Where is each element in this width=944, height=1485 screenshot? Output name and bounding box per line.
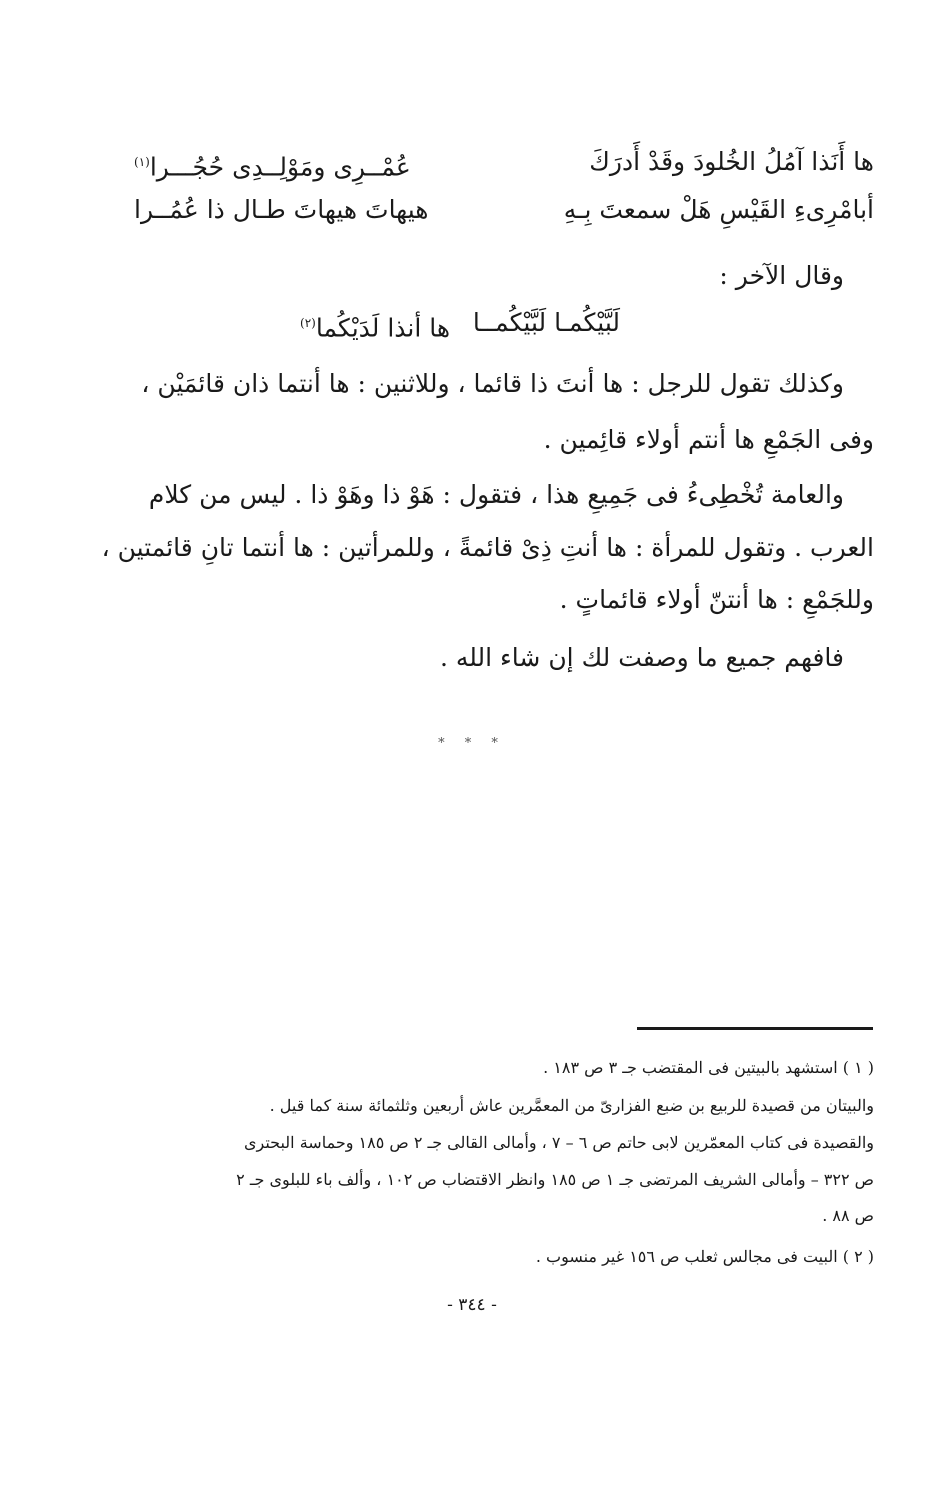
poem-verse-2 (134, 190, 874, 230)
para-2-line-2: العرب . وتقول للمرأة : ها أنتِ ذِىْ قائمةً ، وللمرأتين : ها أنتما تانِ قائمتين ، (101, 533, 874, 562)
verse-1-left-text: عُمْــرِى ومَوْلِــدِى حُجُـــرا (149, 152, 411, 182)
para-2-line-1: والعامة تُخْطِىءُ فى جَمِيعِ هذا ، فتقول : هَوْ ذا وهَوْ ذا . ليس من كلام (148, 480, 844, 509)
footnote-rule (637, 1027, 873, 1030)
para-1-line-1: وكذلك تقول للرجل : ها أنتَ ذا قائما ، وللاثنين : ها أنتما ذان قائمَيْن ، (141, 369, 844, 398)
para-3: فافهم جميع ما وصفت لك إن شاء الله . (439, 643, 844, 672)
verse-2-left-hemistich: هيهاتَ هيهاتَ طـال ذا عُمُــرا (134, 195, 429, 224)
footnote-1-line-2: والبيتان من قصيدة للربيع بن ضبع الفزارىّ من المعمَّرين عاش أربعين وثلثمائة سنة كما قيل . (269, 1096, 874, 1115)
verse-1-right-hemistich: ها أَنَذا آمُلُ الخُلودَ وقَدْ أَدرَكَ (589, 147, 874, 176)
para-1-line-2: وفى الجَمْعِ ها أنتم أولاء قائِمين . (543, 425, 874, 454)
section-separator: * * * (438, 736, 506, 751)
footnote-2-line-1: ( ٢ ) البيت فى مجالس ثعلب ص ١٥٦ غير منسوب . (535, 1247, 874, 1266)
footnote-1-line-4: ص ٣٢٢ – وأمالى الشريف المرتضى جـ ١ ص ١٨٥ وانظر الاقتضاب ص ١٠٢ ، وألف باء للبلوى جـ ٢ (236, 1170, 874, 1189)
verse-3-left-text: ها أنذا لَدَيْكُما (315, 313, 451, 343)
poem-verse-1 (134, 142, 874, 187)
verse-1-left-hemistich (134, 142, 411, 187)
para-2-line-3: وللجَمْعِ : ها أنتنّ أولاء قائماتٍ . (559, 585, 874, 614)
footnote-ref-2: (٢) (300, 316, 316, 330)
footnote-1-line-3: والقصيدة فى كتاب المعمّرين لابى حاتم ص ٦ – ٧ ، وأمالى القالى جـ ٢ ص ١٨٥ وحماسة البحترى (243, 1133, 874, 1152)
poem-verse-3 (300, 303, 620, 348)
footnote-ref-1: (١) (134, 155, 150, 169)
verse-2-right-hemistich: أبامْرِىءِ القَيْسِ هَلْ سمعتَ بِـهِ (563, 195, 874, 224)
footnote-1-line-1: ( ١ ) استشهد بالبيتين فى المقتضب جـ ٣ ص ١٨٣ . (543, 1058, 874, 1077)
page-number: - ٣٤٤ - (447, 1295, 497, 1315)
verse-3-left-hemistich (300, 303, 450, 348)
verse-3-right-hemistich: لَبَّيْكُمـا لَبَّيْكُمــا (472, 308, 620, 337)
intro-other-poet: وقال الآخر : (719, 261, 844, 290)
footnote-1-line-5: ص ٨٨ . (822, 1206, 874, 1225)
